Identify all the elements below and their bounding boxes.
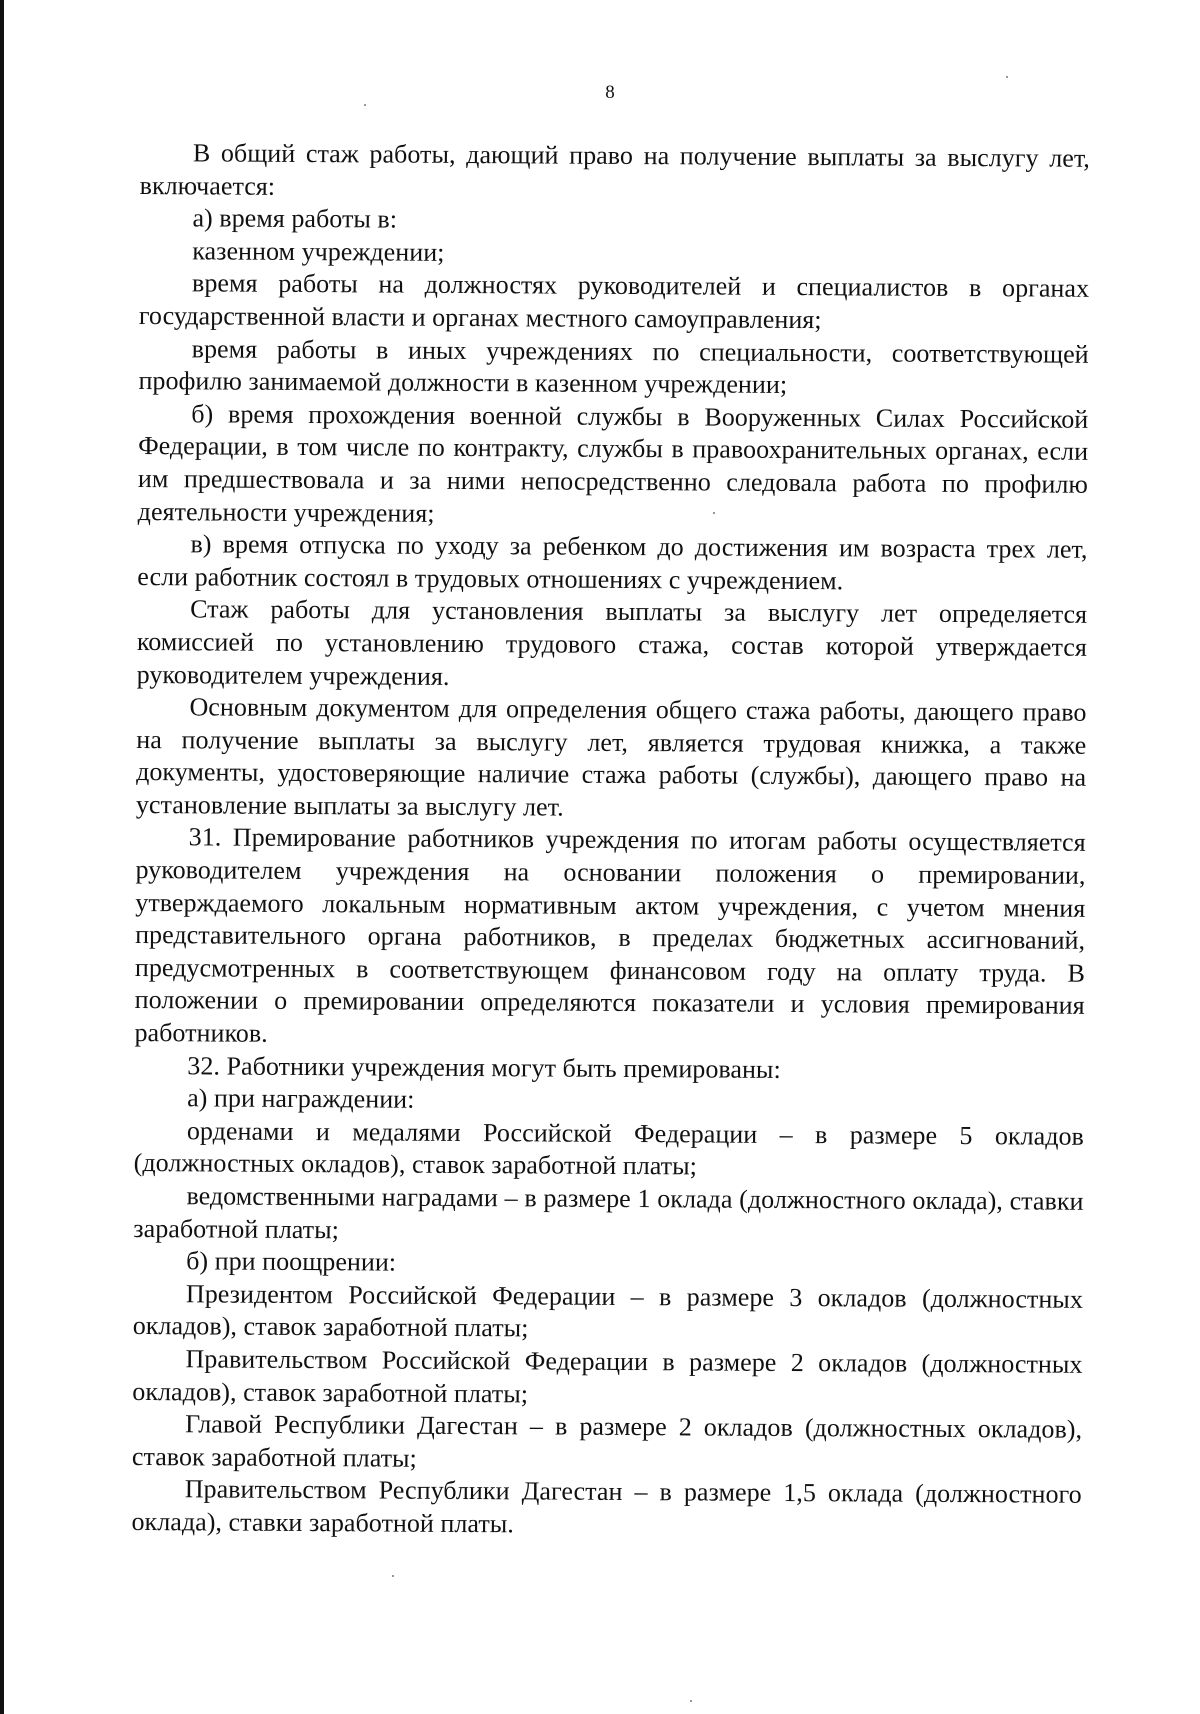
document-body [131, 137, 1090, 1544]
scan-speck [392, 1575, 394, 1577]
scan-speck [690, 1700, 692, 1702]
paragraph-president: Президентом Российской Федерации – в размере 3 окладов (должностных окладов), ставок заработной платы; [132, 1279, 1084, 1343]
paragraph-state-institution: казенном учреждении; [192, 236, 445, 267]
paragraph-head-dagestan: Главой Республики Дагестан – в размере 2 окладов (должностных окладов), ставок заработной платы; [131, 1409, 1083, 1473]
paragraph-awards: а) при награждении: [187, 1083, 415, 1114]
paragraph-government-dagestan: Правительством Республики Дагестан – в размере 1,5 оклада (должностного оклада), ставки заработной платы. [131, 1474, 1082, 1539]
scan-speck [364, 104, 366, 106]
paragraph-clause-32: 32. Работники учреждения могут быть премированы: [187, 1050, 781, 1084]
paragraph-commission: Стаж работы для установления выплаты за выслугу лет определяется комиссией по установлению трудового стажа, состав которой утверждается руководителем учреждения. [136, 594, 1088, 691]
paragraph-item-a: а) время работы в: [192, 203, 398, 234]
paragraph-clause-31: 31. Премирование работников учреждения по итогам работы осуществляется руководителем учреждения на основании положения о премировании, утверждаемого локальным нормативным актом учреждения, с учетом мнения представительного органа работников, в пределах бюджетных ассигнований, предусмотренных в соответствующем финансовом году на оплату труда. В положении о премировании определяются показатели и условия премирования работников. [134, 822, 1086, 1048]
paragraph-main-document: Основным документом для определения общего стажа работы, дающего право на получение выплаты за выслугу лет, является трудовая книжка, а также документы, удостоверяющие наличие стажа работы (службы), дающего право на установление выплаты за выслугу лет. [135, 692, 1087, 822]
paragraph-encouragement: б) при поощрении: [186, 1246, 397, 1277]
paragraph-government-rf: Правительством Российской Федерации в размере 2 окладов (должностных окладов), ставок заработной платы; [132, 1344, 1083, 1408]
paragraph-seniority-intro: В общий стаж работы, дающий право на получение выплаты за выслугу лет, включается: [139, 138, 1090, 201]
paragraph-government-work: время работы на должностях руководителей и специалистов в органах государственной власти и органах местного самоуправления; [138, 268, 1090, 335]
paragraph-departmental-awards: ведомственными наградами – в размере 1 оклада (должностного оклада), ставки заработной платы; [133, 1181, 1084, 1244]
scan-edge [0, 0, 4, 1714]
scan-speck [1006, 76, 1008, 78]
paragraph-item-v-leave: в) время отпуска по уходу за ребенком до достижения им возраста трех лет, если работник состоял в трудовых отношениях с учреждением. [137, 529, 1088, 596]
paragraph-item-b-military: б) время прохождения военной службы в Вооруженных Силах Российской Федерации, в том числе по контракту, службы в правоохранительных органах, если им предшествовала и за ними непосредственно следовала работа по профилю деятельности учреждения; [137, 399, 1089, 528]
scan-speck [713, 512, 715, 514]
page-number: 8 [605, 82, 615, 103]
paragraph-orders-medals: орденами и медалями Российской Федерации – в размере 5 окладов (должностных окладов), ставок заработной платы; [133, 1116, 1085, 1181]
paragraph-other-institutions: время работы в иных учреждениях по специальности, соответствующей профилю занимаемой должности в казенном учреждении; [138, 333, 1089, 400]
